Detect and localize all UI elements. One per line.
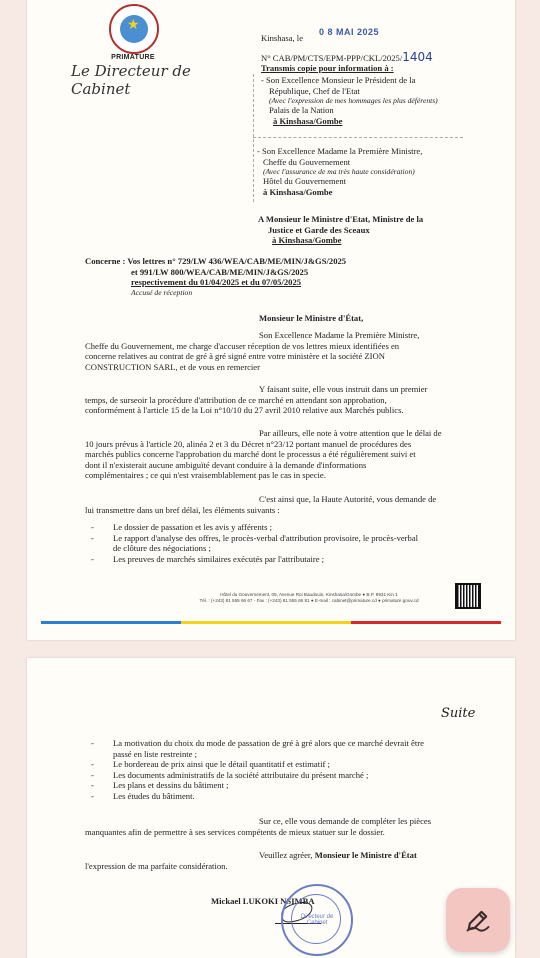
- recipient-prime-minister: - Son Excellence Madame la Première Ministre, Cheffe du Gouvernement (Avec l'assurance de ma très haute considération) Hôtel du Gouvernement à Kinshasa/Gombe: [257, 146, 423, 197]
- official-stamp: Directeur de Cabinet: [281, 884, 353, 956]
- recipients-divider: [253, 74, 254, 202]
- letter-page-2: [27, 658, 515, 958]
- paragraph-suspension: Y faisant suite, elle vous instruit dans un premier temps, de surseoir la procédure d'attribution de ce marché en attendant son approbation, conformément à l'article 15 de la Loi n°10/10 du 27 avril 2010 relative aux Marchés publics.: [85, 384, 428, 416]
- list-item: - Les plans et dessins du bâtiment ;: [91, 780, 461, 791]
- pen-edit-icon: [464, 906, 492, 934]
- salutation: Monsieur le Ministre d'État,: [259, 313, 364, 323]
- coat-of-arms-emblem: ★: [109, 4, 159, 54]
- list-item: - Le bordereau de prix ainsi que le détail quantitatif et estimatif ;: [91, 759, 461, 770]
- reference-number: N° CAB/PM/CTS/EPM-PPP/CKL/2025/1404: [261, 50, 433, 64]
- signatory-name: Mickael LUKOKI NSIMBA: [211, 896, 315, 906]
- recipients-separator: [253, 137, 463, 138]
- list-item-continuation: passé en liste restreinte ;: [113, 748, 197, 759]
- flag-bar-red: [351, 621, 501, 624]
- flag-bar-blue: [41, 621, 181, 624]
- place-prefix: Kinshasa, le: [261, 33, 304, 43]
- recipient-president: - Son Excellence Monsieur le Président de la République, Chef de l'Etat (Avec l'expression de mes hommages les plus déférents) Palais de la Nation à Kinshasa/Gombe: [261, 75, 438, 126]
- paragraph-complete: Sur ce, elle vous demande de compléter les pièces manquantes afin de permettre à ses services compétents de mieux statuer sur le dossier.: [85, 816, 432, 837]
- list-item: - La motivation du choix du mode de passation de gré à gré alors que ce marché devrait être: [91, 738, 461, 749]
- requested-documents-list: [91, 522, 461, 564]
- letter-page-1: [27, 0, 515, 640]
- closing-formula: Veuillez agréer, Monsieur le Ministre d'État l'expression de ma parfaite considération.: [85, 850, 417, 871]
- primature-label: PRIMATURE: [111, 54, 155, 61]
- suite-label: Suite: [441, 706, 476, 721]
- directeur-title: Le Directeur de Cabinet: [71, 62, 191, 98]
- letterhead-footer: Hôtel du Gouvernement, 05, Avenue Roi Baudouin, Kinshasa/Gombe ● B.P. 8931 Kin 1 Tél. : (+243) 81 555 66 67 - Fax : (+243) 81 555 66 81 ● E-mail : cabinet@primature.cd ● primature.gouv.cd: [199, 592, 419, 603]
- additional-documents-list: [91, 738, 461, 802]
- flag-bar-yellow: [181, 621, 351, 624]
- edit-fab-button[interactable]: [446, 888, 510, 952]
- paragraph-deadline: Par ailleurs, elle note à votre attention que le délai de 10 jours prévus à l'article 20, alinéa 2 et 3 du Décret n°23/12 portant manuel de procédures des marchés publics concerne l'approbation du marché dont le processus a été régulièrement suivi et dont il n'existerait aucune ambiguïté devant conduire à la demande d'informations complémentaires ; ce qui n'est vraisemblablement pas le cas in specie.: [85, 428, 442, 481]
- copy-heading: Transmis copie pour information à :: [261, 63, 394, 73]
- qr-code: [455, 583, 481, 609]
- addressee: A Monsieur le Ministre d'Etat, Ministre de la Justice et Garde des Sceaux à Kinshasa/Gombe: [258, 214, 424, 246]
- paragraph-acknowledgement: Son Excellence Madame la Première Ministre, Cheffe du Gouvernement, me charge d'accuser réception de vos lettres mieux identifiées en concerne relatives au contrat de gré à gré signé entre votre ministère et la société ZION CONSTRUCTION SARL, et de vous en remercier: [85, 330, 420, 372]
- list-item-continuation: de clôture des négociations ;: [113, 543, 211, 554]
- paragraph-request: C'est ainsi que, la Haute Autorité, vous demande de lui transmettre dans un bref délai, les éléments suivants :: [85, 494, 437, 515]
- concerne-block: Concerne : Vos lettres n° 729/LW 436/WEA/CAB/ME/MIN/J&GS/2025 et 991/LW 800/WEA/CAB/ME/MIN/J&GS/2025 respectivement du 01/04/2025 et du 07/05/2025 Accusé de réception: [85, 256, 347, 297]
- list-item: - Les documents administratifs de la société attributaire du présent marché ;: [91, 770, 461, 781]
- list-item: - Les preuves de marchés similaires exécutés par l'attributaire ;: [91, 554, 461, 565]
- list-item: - Les études du bâtiment.: [91, 791, 461, 802]
- list-item: - Le dossier de passation et les avis y afférents ;: [91, 522, 461, 533]
- list-item: - Le rapport d'analyse des offres, le procès-verbal d'attribution provisoire, le procès-verbal: [91, 533, 461, 544]
- handwritten-number: 1404: [402, 50, 433, 64]
- date-stamp: 0 8 MAI 2025: [319, 27, 380, 37]
